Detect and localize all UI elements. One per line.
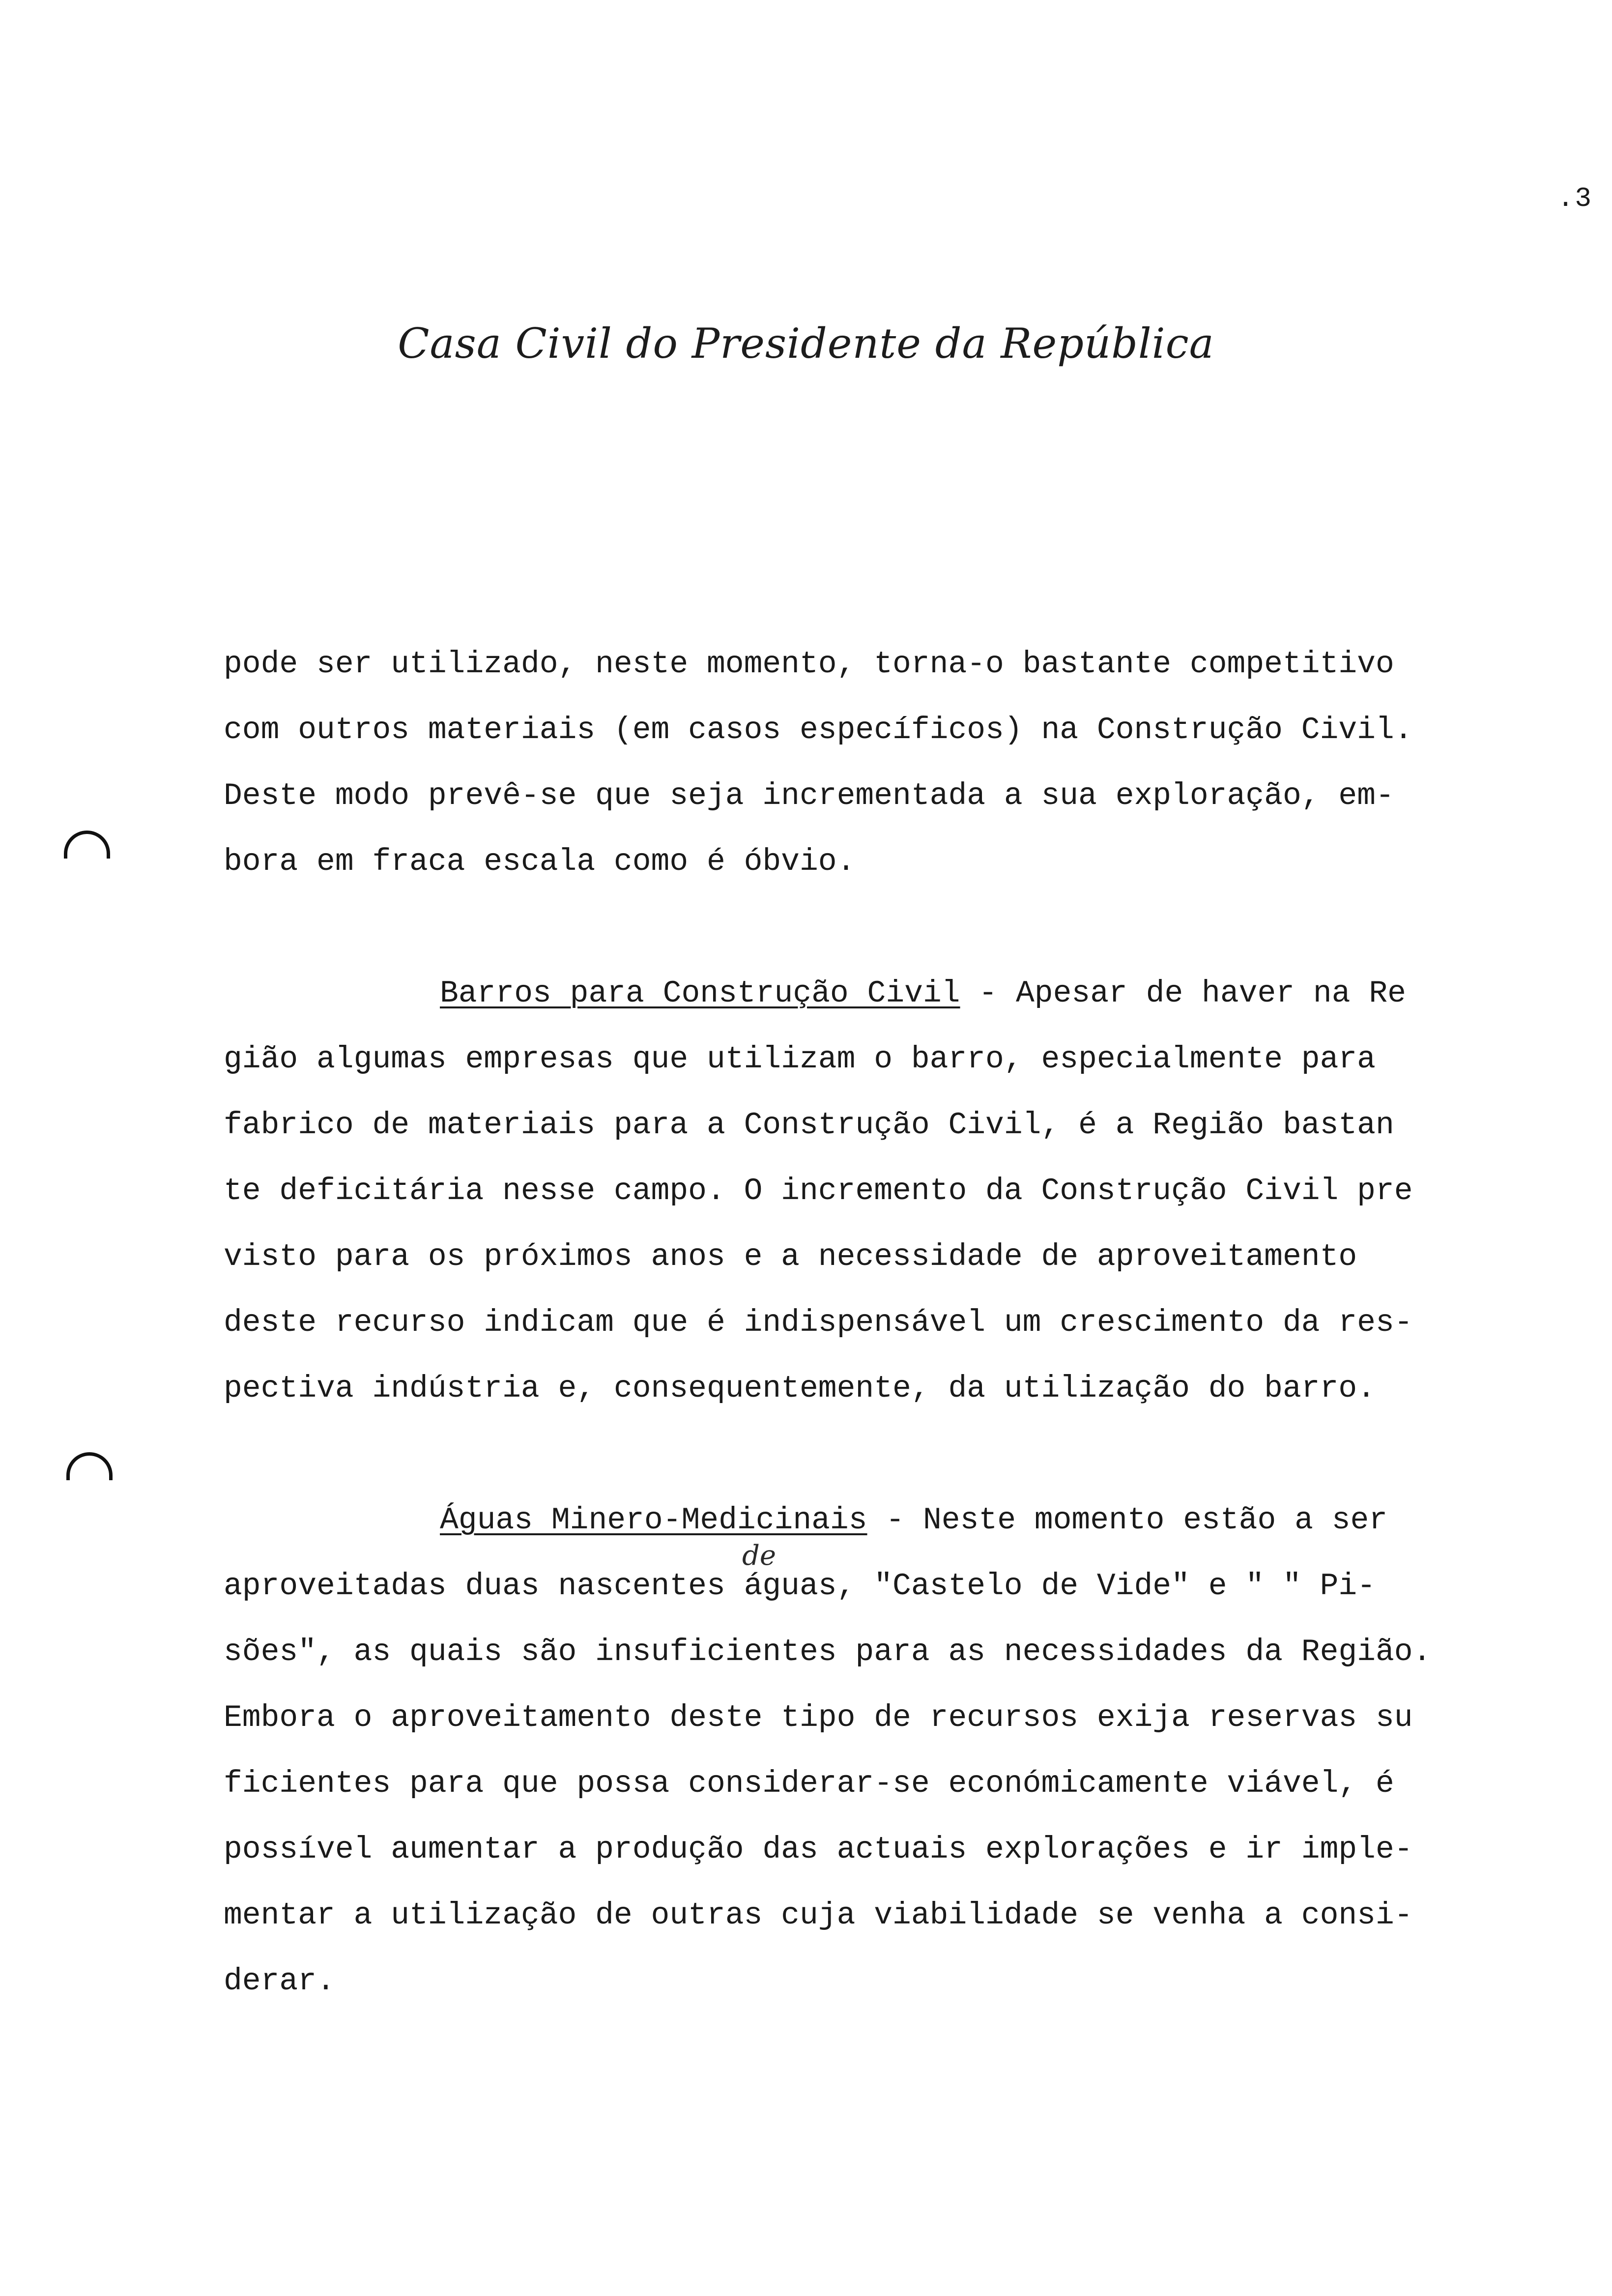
paragraph-3	[224, 1488, 1521, 2014]
text-line: visto para os próximos anos e a necessidade de aproveitamento	[224, 1239, 1357, 1274]
document-body	[224, 631, 1521, 2014]
margin-punch-mark	[64, 831, 110, 859]
page-number: .3	[1557, 183, 1592, 214]
paragraph-2-first-line	[224, 961, 1521, 1027]
text-line: fabrico de materiais para a Construção Civil, é a Região bastan	[224, 1108, 1394, 1143]
handwritten-insertion: de	[742, 1540, 776, 1572]
section-heading: Águas Minero-Medicinais	[440, 1503, 867, 1538]
section-heading: Barros para Construção Civil	[440, 976, 960, 1011]
text-line: mentar a utilização de outras cuja viabilidade se venha a consi-	[224, 1898, 1413, 1933]
margin-punch-mark	[66, 1452, 113, 1480]
text-fragment: - Apesar de haver na Re	[960, 976, 1406, 1011]
text-line: Deste modo prevê-se que seja incrementada a sua exploração, em-	[224, 778, 1394, 813]
paragraph-2	[224, 961, 1521, 1422]
text-line: sões", as quais são insuficientes para as necessidades da Região.	[224, 1635, 1432, 1669]
text-line: bora em fraca escala como é óbvio.	[224, 844, 856, 879]
text-line: aproveitadas duas nascentes águas, "Castelo de Vide" e " " Pi-	[224, 1569, 1376, 1604]
paragraph-1	[224, 631, 1521, 895]
text-line: derar.	[224, 1964, 335, 1999]
text-line: possível aumentar a produção das actuais explorações e ir imple-	[224, 1832, 1413, 1867]
text-line: Embora o aproveitamento deste tipo de recursos exija reservas su	[224, 1700, 1413, 1735]
text-line: pode ser utilizado, neste momento, torna-o bastante competitivo	[224, 647, 1394, 682]
text-line: pectiva indústria e, consequentemente, da utilização do barro.	[224, 1371, 1376, 1406]
text-line: gião algumas empresas que utilizam o barro, especialmente para	[224, 1042, 1376, 1077]
text-line: ficientes para que possa considerar-se económicamente viável, é	[224, 1766, 1394, 1801]
text-line: com outros materiais (em casos específicos) na Construção Civil.	[224, 713, 1413, 747]
paragraph-3-first-line	[224, 1488, 1521, 1553]
text-line: te deficitária nesse campo. O incremento da Construção Civil pre	[224, 1174, 1413, 1208]
letterhead: Casa Civil do Presidente da República	[398, 319, 1214, 368]
text-line: deste recurso indicam que é indispensável um crescimento da res-	[224, 1305, 1413, 1340]
text-fragment: - Neste momento estão a ser	[867, 1503, 1388, 1538]
